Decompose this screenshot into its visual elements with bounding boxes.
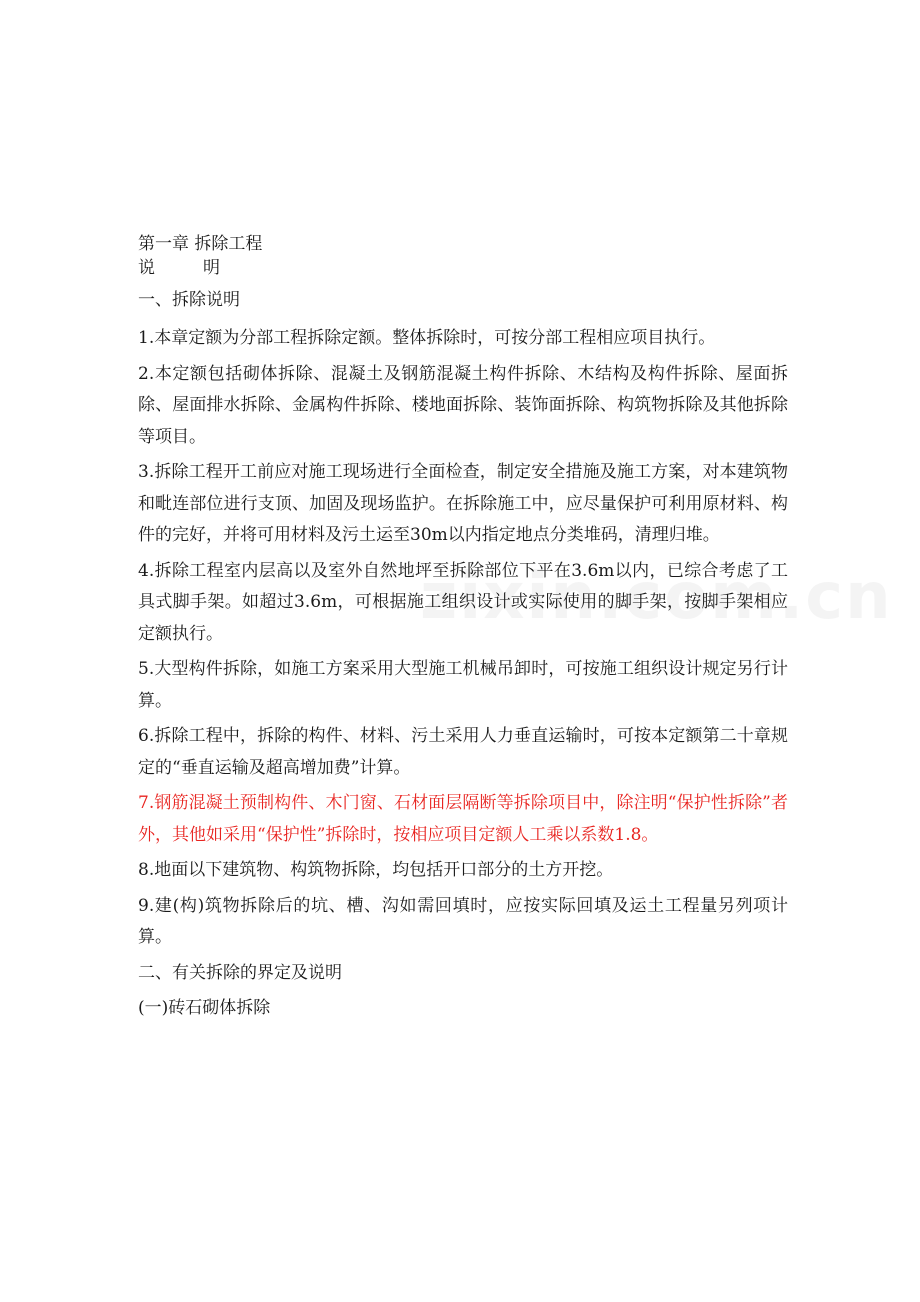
subsection1-heading: (一)砖石砌体拆除 <box>138 998 271 1018</box>
explanation-heading-char2: 明 <box>203 258 220 278</box>
item-5: 5.大型构件拆除，如施工方案采用大型施工机械吊卸时，可按施工组织设计规定另行计算。 <box>138 659 788 711</box>
item-7-highlighted: 7.钢筋混凝土预制构件、木门窗、石材面层隔断等拆除项目中，除注明“保护性拆除”者外，其他如采用“保护性”拆除时，按相应项目定额人工乘以系数1.8。 <box>138 793 788 845</box>
item-2: 2.本定额包括砌体拆除、混凝土及钢筋混凝土构件拆除、木结构及构件拆除、屋面拆除、屋面排水拆除、金属构件拆除、楼地面拆除、装饰面拆除、构筑物拆除及其他拆除等项目。 <box>138 363 788 447</box>
item-6: 6.拆除工程中，拆除的构件、材料、污土采用人力垂直运输时，可按本定额第二十章规定的“垂直运输及超高增加费”计算。 <box>138 726 788 778</box>
explanation-heading <box>138 256 788 280</box>
section2-heading: 二、有关拆除的界定及说明 <box>138 962 342 983</box>
item-4: 4.拆除工程室内层高以及室外自然地坪至拆除部位下平在3.6m以内，已综合考虑了工具式脚手架。如超过3.6m，可根据施工组织设计或实际使用的脚手架，按脚手架相应定额执行。 <box>138 560 788 644</box>
section1-heading: 一、拆除说明 <box>138 290 240 310</box>
document-body <box>138 232 788 1025</box>
explanation-heading-char1: 说 <box>138 258 155 278</box>
item-1: 1.本章定额为分部工程拆除定额。整体拆除时，可按分部工程相应项目执行。 <box>138 328 716 348</box>
chapter-title: 第一章 拆除工程 <box>138 234 263 254</box>
item-9: 9.建(构)筑物拆除后的坑、槽、沟如需回填时，应按实际回填及运土工程量另列项计算。 <box>138 895 788 947</box>
item-3: 3.拆除工程开工前应对施工现场进行全面检查，制定安全措施及施工方案，对本建筑物和毗连部位进行支顶、加固及现场监护。在拆除施工中，应尽量保护可利用原材料、构件的完好，并将可用材料及污土运至30m以内指定地点分类堆码，清理归堆。 <box>138 462 788 545</box>
item-8: 8.地面以下建筑物、构筑物拆除，均包括开口部分的土方开挖。 <box>138 860 614 880</box>
